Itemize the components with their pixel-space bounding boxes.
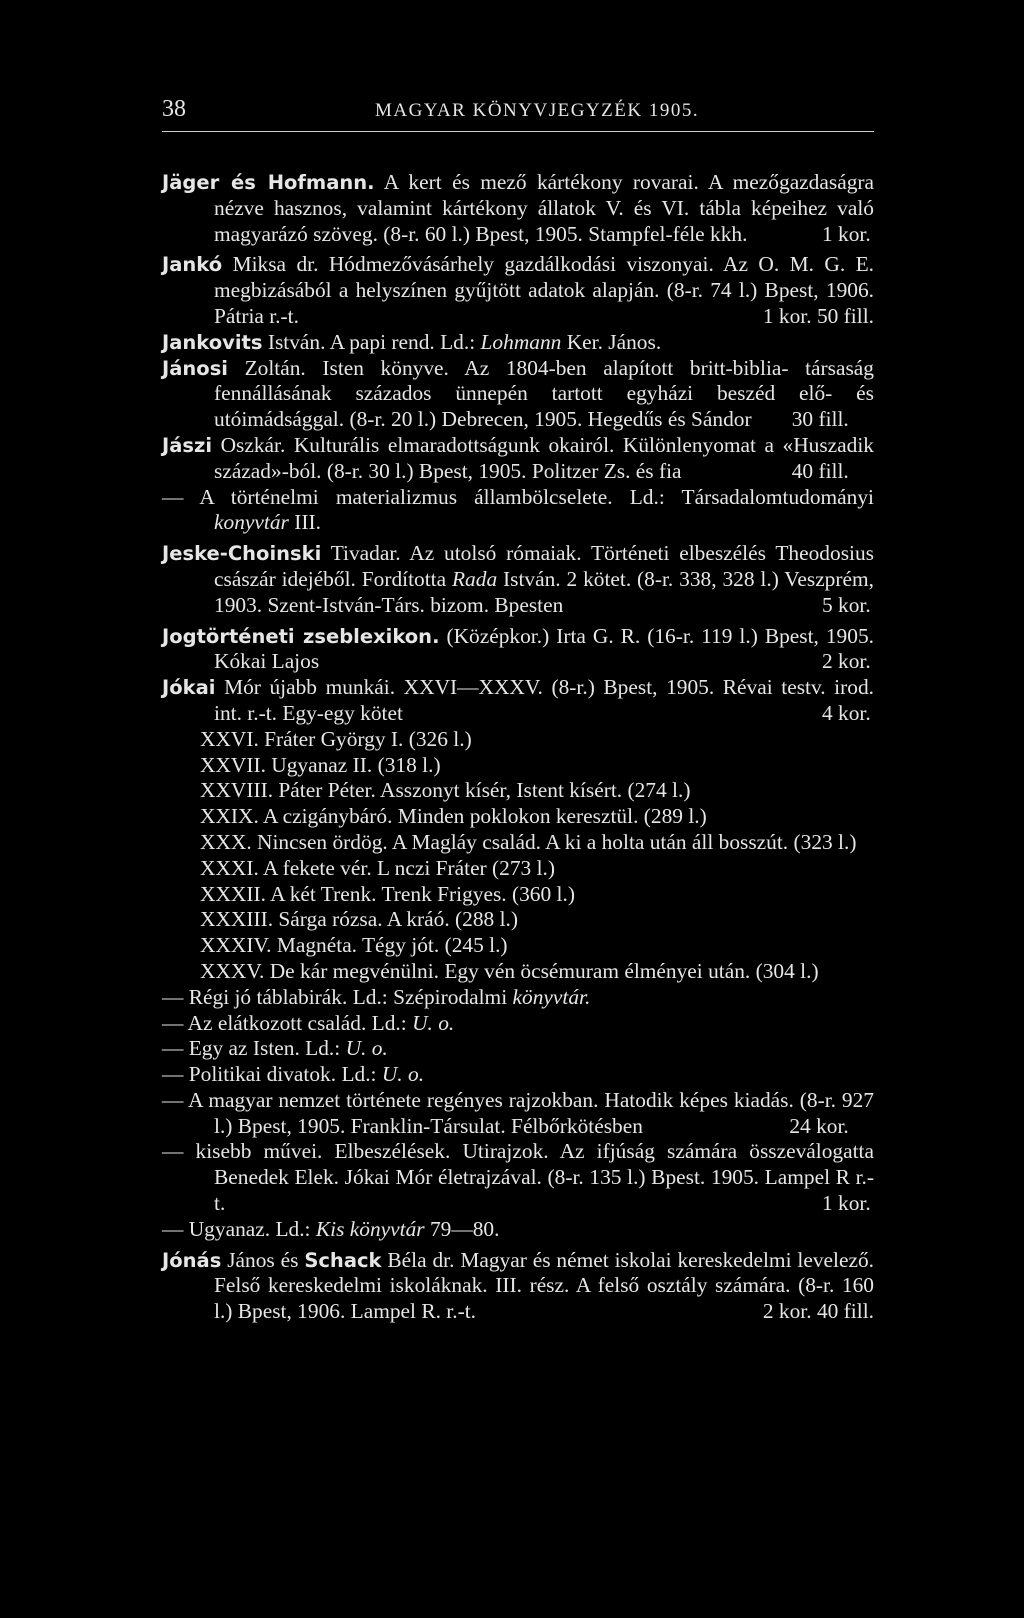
- entry-jager: Jäger és Hofmann. A kert és mező kártékony rovarai. A mezőgazdaságra nézve hasznos, valamint kártékony állatok V. és VI. tábla képeihez való magyarázó szöveg. (8-r. 60 l.) Bpest, 1905. Stampfel-féle kkh. 1 kor.: [162, 170, 875, 246]
- page-header: [162, 96, 882, 130]
- entry-text: — A történelmi materializmus állambölcselete. Ld.: Társadalomtudományi: [162, 484, 874, 509]
- entry-text: — Az elátkozott család. Ld.:: [162, 1010, 407, 1035]
- entry-jankovits: [162, 330, 874, 356]
- sub-entry: [162, 1088, 874, 1140]
- sub-entry: [162, 1011, 874, 1037]
- cross-reference: U. o.: [381, 1062, 425, 1087]
- entry-price: 40 fill.: [791, 458, 849, 483]
- volume-item: XXXIV. Magnéta. Tégy jót. (245 l.): [200, 933, 508, 958]
- entry-text: (Középkor.) Irta G. R. (16-r. 119 l.) Bpest, 1905. Kókai Lajos: [214, 623, 874, 674]
- cross-reference: Lohmann: [480, 329, 562, 354]
- volume-item: XXX. Nincsen ördög. A Magláy család. A ki a holta után áll bosszút. (323 l.): [200, 829, 857, 854]
- entry-jeske: Jeske-Choinski Tivadar. Az utolsó rómaiak. Történeti elbeszélés Theodosius császár idejéből. Fordította Rada István. 2 kötet. (8-r. 338, 328 l.) Veszprém, 1903. Szent-István-Társ. bizom. Bpesten 5 kor.: [162, 541, 874, 617]
- entry-text: János és: [227, 1247, 299, 1272]
- entry-text: Mór újabb munkái. XXVI—XXXV. (8-r.) Bpest, 1905. Révai testv. irod. int. r.-t. Egy-egy kötet: [214, 675, 874, 725]
- volume-item: XXXV. De kár megvénülni. Egy vén öcsémuram élményei után. (304 l.): [200, 958, 819, 983]
- cross-reference: Rada: [451, 566, 498, 591]
- page-number: 38: [162, 96, 186, 122]
- entry-text: — A magyar nemzet története regényes rajzokban. Hatodik képes kiadás. (8-r. 927 l.) Bpest, 1905. Franklin-Társulat. Félbőrkötésben: [162, 1087, 874, 1138]
- entry-author: Jeske-Choinski: [162, 542, 322, 566]
- entry-author: Jászi: [162, 433, 213, 457]
- sub-entry: [162, 985, 874, 1011]
- entry-author: Jókai: [162, 676, 216, 700]
- entry-text: Tivadar. Az utolsó rómaiak. Történeti elbeszélés Theodosius császár idejéből. Fordította: [214, 541, 874, 591]
- volume-item: XXIX. A czigánybáró. Minden poklokon keresztül. (289 l.): [200, 804, 707, 829]
- entry-text: — kisebb művei. Elbeszélések. Utirajzok. Az ifjúság számára összeválogatta Benedek Elek. Jókai Mór életrajzával. (8-r. 135 l.) Bpest. 1905. Lampel R r.-t.: [162, 1139, 874, 1216]
- entry-price: 24 kor.: [789, 1113, 849, 1138]
- entry-text: Zoltán. Isten könyve. Az 1804-ben alapított britt-biblia- társaság fennállásának százados ünnepén tartott egyházi beszéd elő- és utóimádsággal. (8-r. 20 l.) Debrecen, 1905. Hegedűs és Sándor: [214, 355, 874, 432]
- entry-list: [162, 170, 874, 1325]
- entry-jaszi: [162, 433, 874, 485]
- entry-text-after: Béla dr. Magyar és német iskolai kereskedelmi levelező. Felső kereskedelmi iskoláknak. III. rész. A felső osztály számára. (8-r. 160 l.) Bpest, 1906. Lampel R. r.-t.: [214, 1247, 874, 1324]
- entry-text-after: Ker. János.: [566, 329, 662, 354]
- cross-reference: U. o.: [345, 1036, 388, 1061]
- entry-author: Jogtörténeti zseblexikon.: [162, 624, 440, 648]
- entry-text: Oszkár. Kulturális elmaradottságunk okairól. Különlenyomat a «Huszadik század»-ból. (8-r. 30 l.) Bpest, 1905. Politzer Zs. és fia: [214, 432, 874, 483]
- entry-text: — Régi jó táblabirák. Ld.: Szépirodalmi: [162, 984, 508, 1009]
- running-title: MAGYAR KÖNYVJEGYZÉK 1905.: [375, 100, 700, 121]
- cross-reference: konyvtár: [214, 510, 289, 535]
- entry-text-after: III.: [294, 510, 321, 535]
- volume-item: XXXIII. Sárga rózsa. A kráó. (288 l.): [200, 907, 519, 932]
- entry-author: Jánosi: [162, 356, 228, 380]
- entry-jonas: [162, 1248, 874, 1325]
- entry-text: István. A papi rend. Ld.:: [267, 329, 476, 354]
- entry-text: — Politikai divatok. Ld.:: [162, 1062, 377, 1087]
- volume-item: XXVI. Fráter György I. (326 l.): [200, 726, 472, 751]
- sub-entry: [162, 1062, 874, 1088]
- entry-author: Jankó: [162, 253, 223, 277]
- entry-janosi: [162, 356, 874, 433]
- header-rule: [162, 131, 874, 132]
- entry-price: 2 kor. 40 fill.: [762, 1299, 874, 1324]
- volume-item: XXXII. A két Trenk. Trenk Frigyes. (360 l.): [200, 881, 575, 906]
- entry-jokai: Jókai Mór újabb munkái. XXVI—XXXV. (8-r.) Bpest, 1905. Révai testv. irod. int. r.-t. Egy-egy kötet 4 kor.: [162, 675, 874, 725]
- entry-text-after: István. 2 kötet. (8-r. 338, 328 l.) Veszprém, 1903. Szent-István-Társ. bizom. Bpesten: [214, 566, 874, 617]
- sub-entry: [162, 1217, 874, 1243]
- sub-entry: [162, 1036, 874, 1062]
- entry-author: Jónás: [162, 1248, 222, 1272]
- entry-author: Jäger és Hofmann.: [162, 171, 375, 194]
- entry-text: Miksa dr. Hódmezővásárhely gazdálkodási viszonyai. Az O. M. G. E. megbizásából a helyszínen gyűjtött adatok alapján. (8-r. 74 l.) Bpest, 1906. Pátria r.-t.: [214, 252, 874, 328]
- entry-text: A kert és mező kártékony rovarai. A mezőgazdaságra nézve hasznos, valamint kártékony állatok V. és VI. tábla képeihez való magyarázó szöveg. (8-r. 60 l.) Bpest, 1905. Stampfel-féle kkh.: [214, 170, 875, 246]
- cross-reference: U. o.: [412, 1010, 455, 1035]
- entry-janko: [162, 252, 874, 329]
- entry-author: Jankovits: [162, 330, 263, 354]
- sub-entry: — kisebb művei. Elbeszélések. Utirajzok. Az ifjúság számára összeválogatta Benedek Elek. Jókai Mór életrajzával. (8-r. 135 l.) Bpest. 1905. Lampel R r.-t. 1 kor.: [162, 1139, 874, 1216]
- entry-price: 30 fill.: [791, 407, 849, 432]
- volume-item: XXVIII. Páter Péter. Asszonyt kísér, Istent kísért. (274 l.): [200, 778, 691, 803]
- volume-item: XXVII. Ugyanaz II. (318 l.): [200, 752, 441, 777]
- entry-coauthor: Schack: [304, 1248, 382, 1272]
- entry-jaszi-sub: [162, 485, 874, 537]
- volume-item: XXXI. A fekete vér. L nczi Fráter (273 l.): [200, 855, 556, 880]
- cross-reference: Kis könyvtár: [315, 1216, 425, 1241]
- entry-jogtorteneti: Jogtörténeti zseblexikon. (Középkor.) Irta G. R. (16-r. 119 l.) Bpest, 1905. Kókai Lajos 2 kor.: [162, 623, 874, 674]
- cross-reference: könyvtár.: [512, 984, 591, 1009]
- entry-price: 1 kor. 50 fill.: [762, 303, 874, 328]
- entry-text: — Ugyanaz. Ld.:: [162, 1216, 311, 1241]
- entry-text-after: 79—80.: [429, 1216, 500, 1241]
- entry-text: — Egy az Isten. Ld.:: [162, 1036, 341, 1061]
